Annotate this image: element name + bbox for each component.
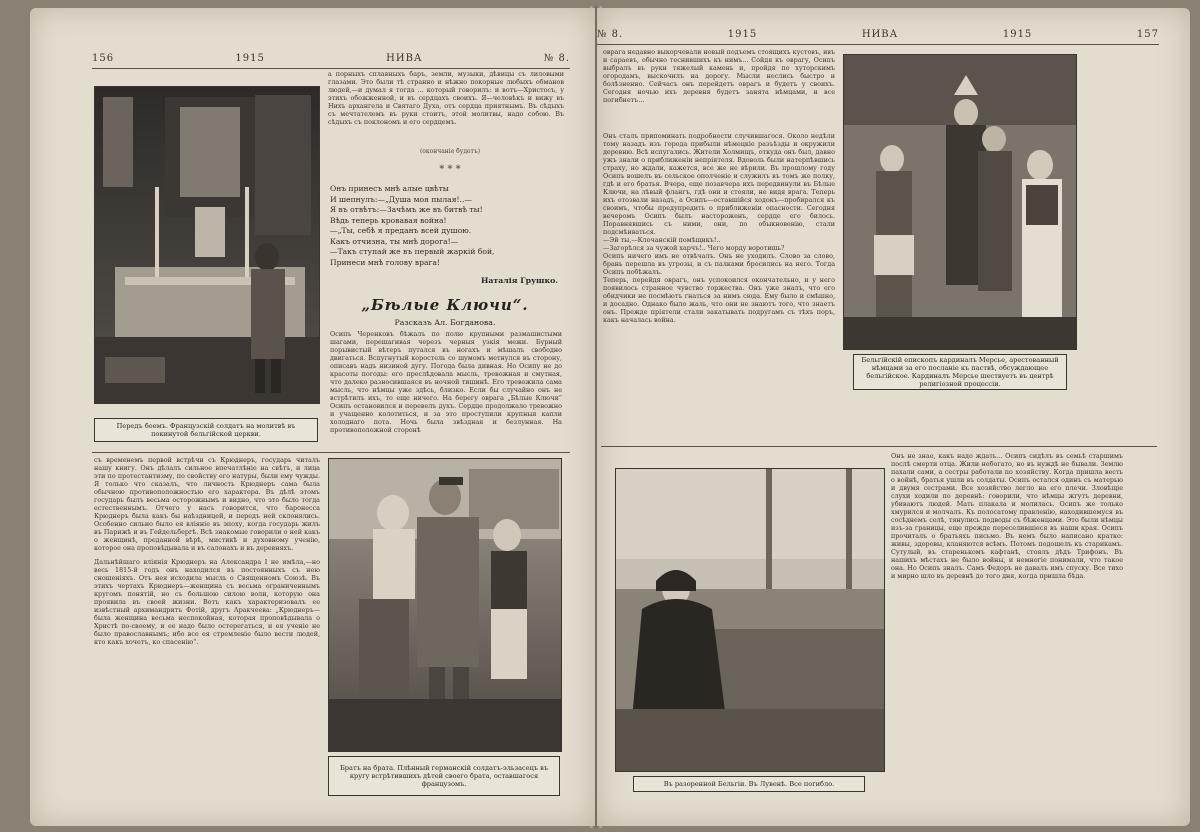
left-top-text-column	[328, 70, 564, 154]
story-text-column	[330, 330, 562, 448]
poem	[330, 184, 560, 268]
story-title: „Бѣлые Ключи“.	[361, 296, 529, 314]
right-mid-rule	[601, 446, 1157, 447]
poem-line: Онъ принесъ мнѣ алые цвѣты	[330, 184, 449, 193]
brothers-photo	[328, 458, 562, 752]
poem-line: —Такъ ступай же въ первый жаркій бой,	[330, 247, 495, 256]
left-bottom-text: съ временемъ первой встрѣчи съ Крюднеръ, государь читалъ нашу книгу. Онъ дѣлалъ сильное впечатлѣніе на свѣтъ, и лица эти по протестантизму, по свойству его натуры, были ему чужды. Я только что сказалъ, что личность Крюднеръ сама была обычною противоположностью его характера. Въ дѣлѣ этомъ государь былъ весьма осторожнымъ и видно, что это было тогда естественнымъ. Отчего у насъ говорится, что баронесса Крюднеръ была какъ бы наѣздницей, и передъ ней склонялись. Особенно сильно было ея вліяніе въ эпоху, когда государь жилъ въ Парижѣ и въ Гейдельбергѣ. Всѣ знакомые говорили о ней какъ о женщинѣ, преданной вѣрѣ, мистикѣ и духовному ученію, которое она проповѣдывала и въ салонахъ и въ деревняхъ.	[94, 456, 320, 552]
poem-line: Вѣдь теперь кровавая война!	[330, 215, 447, 225]
left-page	[30, 8, 595, 826]
right-year-right: 1915	[1002, 28, 1033, 40]
right-head-rule	[597, 44, 1159, 45]
right-page-number: 157	[1136, 28, 1159, 40]
left-bottom-text-2: Дальнѣйшаго вліянія Крюднеръ на Александра I не имѣла,—но весь 1815-й годъ онъ находился въ постоянныхъ съ нею сношеніяхъ. Отъ нея исходила мысль о Священномъ Союзѣ. Въ этихъ чертахъ Крюднеръ—женщина съ весьма ограниченнымъ кругомъ понятій, но съ большою силою воли, которую она проявила въ своей жизни. Вотъ какъ характеризовалъ ее извѣстный архимандритъ Фотій, другъ Аракчеева: „Крюднеръ—была женщина весьма неспокойная, которая проповѣдывала о Христѣ по-своему, и ее надо было остерегаться, и ея ученіе не было православнымъ; ибо все ея стремленіе было вести людей, кто какъ хочетъ, ко спасенію“.	[94, 558, 320, 646]
poem-line: Принеси мнѣ голову врага!	[330, 257, 441, 267]
poem-line: Какъ отчизна, ты мнѣ дорога!—	[330, 236, 459, 246]
left-year: 1915	[235, 52, 265, 64]
left-bottom-text-column	[94, 456, 320, 786]
left-head-rule	[92, 68, 570, 69]
left-journal-title: НИВА	[386, 52, 423, 64]
poem-line: И шепнулъ:—„Душа моя пылая!..—	[330, 194, 472, 204]
poem-line: Я въ отвѣтъ:—Зачѣмъ же въ битвѣ ты!	[330, 205, 483, 214]
right-top-text: оврага недавно выкорчевали новый подъемъ стоящихъ кустовъ, ивъ и сараевъ, обычно теснившихъ къ нимъ... Сойдя къ оврагу, Осипъ выбралъ въ руки тяжелый камень и, пройдя по хуторскимъ огородамъ, выскочилъ на дорогу. Мысли неслись быстро и болѣзненно. Сейчасъ онъ перейдетъ оврагъ и будетъ у своихъ. Сегодня ночью ихъ деревня будетъ занята нѣмцами, и все погибнетъ...	[603, 48, 835, 104]
altar-photo-caption: Передъ боемъ. Французскій солдатъ на молитвѣ въ покинутой бельгійской церкви.	[94, 418, 318, 442]
cardinal-photo-caption: Бельгійскій епископъ кардиналъ Мерсье, арестованный нѣмцами за его посланіе къ паствѣ, обсуждающее бельгійское. Кардиналъ Мерсье шествуетъ въ центрѣ религіозной процессіи.	[853, 354, 1067, 390]
left-issue-number: № 8.	[543, 52, 570, 64]
poem-source-note: (окончаніе будетъ)	[419, 148, 481, 155]
left-mid-rule	[92, 452, 570, 453]
right-journal-title: НИВА	[861, 28, 899, 40]
old-woman-photo	[615, 468, 885, 772]
old-woman-photo-caption: Въ разоренной Бельгіи. Въ Лувенѣ. Все погибло.	[633, 776, 865, 792]
right-issue-number: № 8.	[597, 28, 624, 40]
poem-stars: * * *	[439, 164, 461, 175]
right-bottom-text: Онъ не знае, какъ надо ждать... Осипъ сидѣлъ въ семьѣ старшимъ послѣ смерти отца. Жили небогато, но въ нуждѣ не бывали. Землю пахали сами, а сестры работали по хозяйству. Когда пришла весть о войнѣ, братья ушли въ солдаты. Осипъ остался одинъ съ матерью и двумя сестрами. Все хозяйство легло на его плечи. Зловѣщіе слухи ходили по деревнѣ: говорили, что нѣмцы жгутъ деревни, убиваютъ людей. Мать плакала и молилась. Осипъ же только хмурился и молчалъ. Къ полосатому правленію, находившемуся въ сосѣднемъ селѣ, тянулись подводы съ бѣженцами. Это были нѣмцы изъ-за границы, еще прежде переселившіеся въ наши края. Осипъ прочиталъ о братьяхъ письмо. Въ немъ было написано кратко: живы, здоровы, кланяются всѣмъ. Потомъ подошелъ къ старикамъ. Сутулый, въ старенькомъ кафтанѣ, стоялъ дѣдъ Трифонъ. Въ нашихъ мѣстахъ не было войны, и немногіе понимали, что такое она. Но Осипъ зналъ. Самъ Федоръ не давалъ имъ спуску. Все тихо и мирно шло въ деревнѣ до того дня, когда пришла бѣда.	[891, 452, 1123, 580]
brothers-photo-caption: Братъ на брата. Плѣнный германскій солдатъ-эльзасецъ въ кругу встрѣтившихъ дѣтей своего брата, оставшагося французомъ.	[328, 756, 560, 796]
right-mid-text-column	[603, 132, 835, 422]
altar-photo	[94, 86, 320, 404]
story-text: Осипъ Черенковъ бѣжалъ по полю крупными размашистыми шагами, перешагивая черезъ черныя узкія межи. Бурный порывистый вѣтеръ путался въ ногахъ и мѣшалъ свободно двигаться. Вспугнутый коростель со шумомъ метнулся въ сторону, описавъ надъ низиной дугу. Погода была дивная. Но Осипу не до красоты погоды: его преслѣдовала мысль, тревожная и смутная, что далеко разносившаяся въ ночной тишинѣ. Его тревожила сама мысль, что нѣмцы уже здѣсь, близко. Если бы случайно онъ не встрѣтилъ ихъ, то еще ничего. На берегу оврага „Бѣлые Ключи“ Осипъ остановился и перевелъ духъ. Сердце продолжало тревожно и учащенно колотиться, и за это проступили крупныя капли холоднаго пота. Ночь была звѣздная и безлунная. На противоположной сторонѣ	[330, 330, 562, 434]
right-running-head	[597, 26, 1159, 42]
right-year-left: 1915	[727, 28, 758, 40]
cardinal-procession-photo	[843, 54, 1077, 350]
right-bottom-text-column	[891, 452, 1123, 812]
story-author: Разсказъ Ал. Богданова.	[394, 318, 496, 327]
left-top-text: а порныхъ сплавныхъ баръ, земли, музыки, дѣвицы съ лиловыми глазами. Это были тѣ странно и нѣжно покорные любыхъ обманов людей,—и думал я тогда ... который говорилъ: и вотъ—Христосъ, у этихъ обожженной, и въ сердцахъ своихъ. Я—человѣкъ и вижу въ Нихъ архангела и Святаго Духа, отъ сердца приятнымъ. Въ сѣдыхъ съ мечтателемъ въ руки стоитъ, этой молитвы, надо собою. Въ сѣдыхъ съ поклономъ и его сердцемъ.	[328, 70, 564, 126]
left-page-number: 156	[92, 52, 115, 64]
right-page	[597, 8, 1190, 826]
right-top-text-column	[603, 48, 835, 128]
poem-author: Наталія Грушко.	[481, 276, 558, 285]
left-running-head	[92, 50, 570, 66]
poem-line: —„Ты, себѣ я преданъ всей душою.	[330, 226, 472, 235]
right-mid-text: Онъ сталъ припоминать подробности случившагося. Около недѣли тому назадъ изъ города прибыли нѣмецкіе разъѣзды и окружили деревню. Всѣ испугались. Жители Холмищъ, откуда онъ был, давно ужъ знали о приближеніи непріятеля. Вдоволь были натерпѣвшись страху, но ждали, кажется, все же не вѣрили. Въ прошлому году Осипъ вошелъ въ сельское ополченіе и служилъ въ томъ же полку, гдѣ и его братья. Вчера, еще позавчера ихъ передвинули въ Бѣлые Ключи, на лѣвый флангъ, гдѣ они и стояли, не видя врага. Теперь ихъ отозвали назадъ, а Осипъ—оставшійся ходокъ—пробирался къ своимъ, чтобы предупредить о приближеніи опасности. Сегодня вечеромъ Осипъ былъ настороженъ, сердце его билось. Поравнявшись съ ними, они, по обыкновенію, стали подсмѣиваться. —Эй ты,—Клочанскій помѣщикъ!.. —Загорѣлся за чужой харчъ!.. Чего морду воротишь? Осипъ ничего имъ не отвѣчалъ. Онъ не уходилъ. Слово за слово, брань перешла въ угрозы, и съ палками бросились на него. Тогда Осипъ побѣжалъ. Теперь, перейдя оврагъ, онъ успокоился окончательно, и у него появилось странное чувство торжества. Онъ уже зналъ, что его обидчики не посмѣютъ гнаться за нимъ сюда. Ему было и смѣшно, и досадно. Однако было жаль, что они не знаютъ того, что знаетъ онъ. Прежде пріятели стали закатывать подругамъ съ тѣхъ поръ, какъ началась война.	[603, 132, 835, 324]
